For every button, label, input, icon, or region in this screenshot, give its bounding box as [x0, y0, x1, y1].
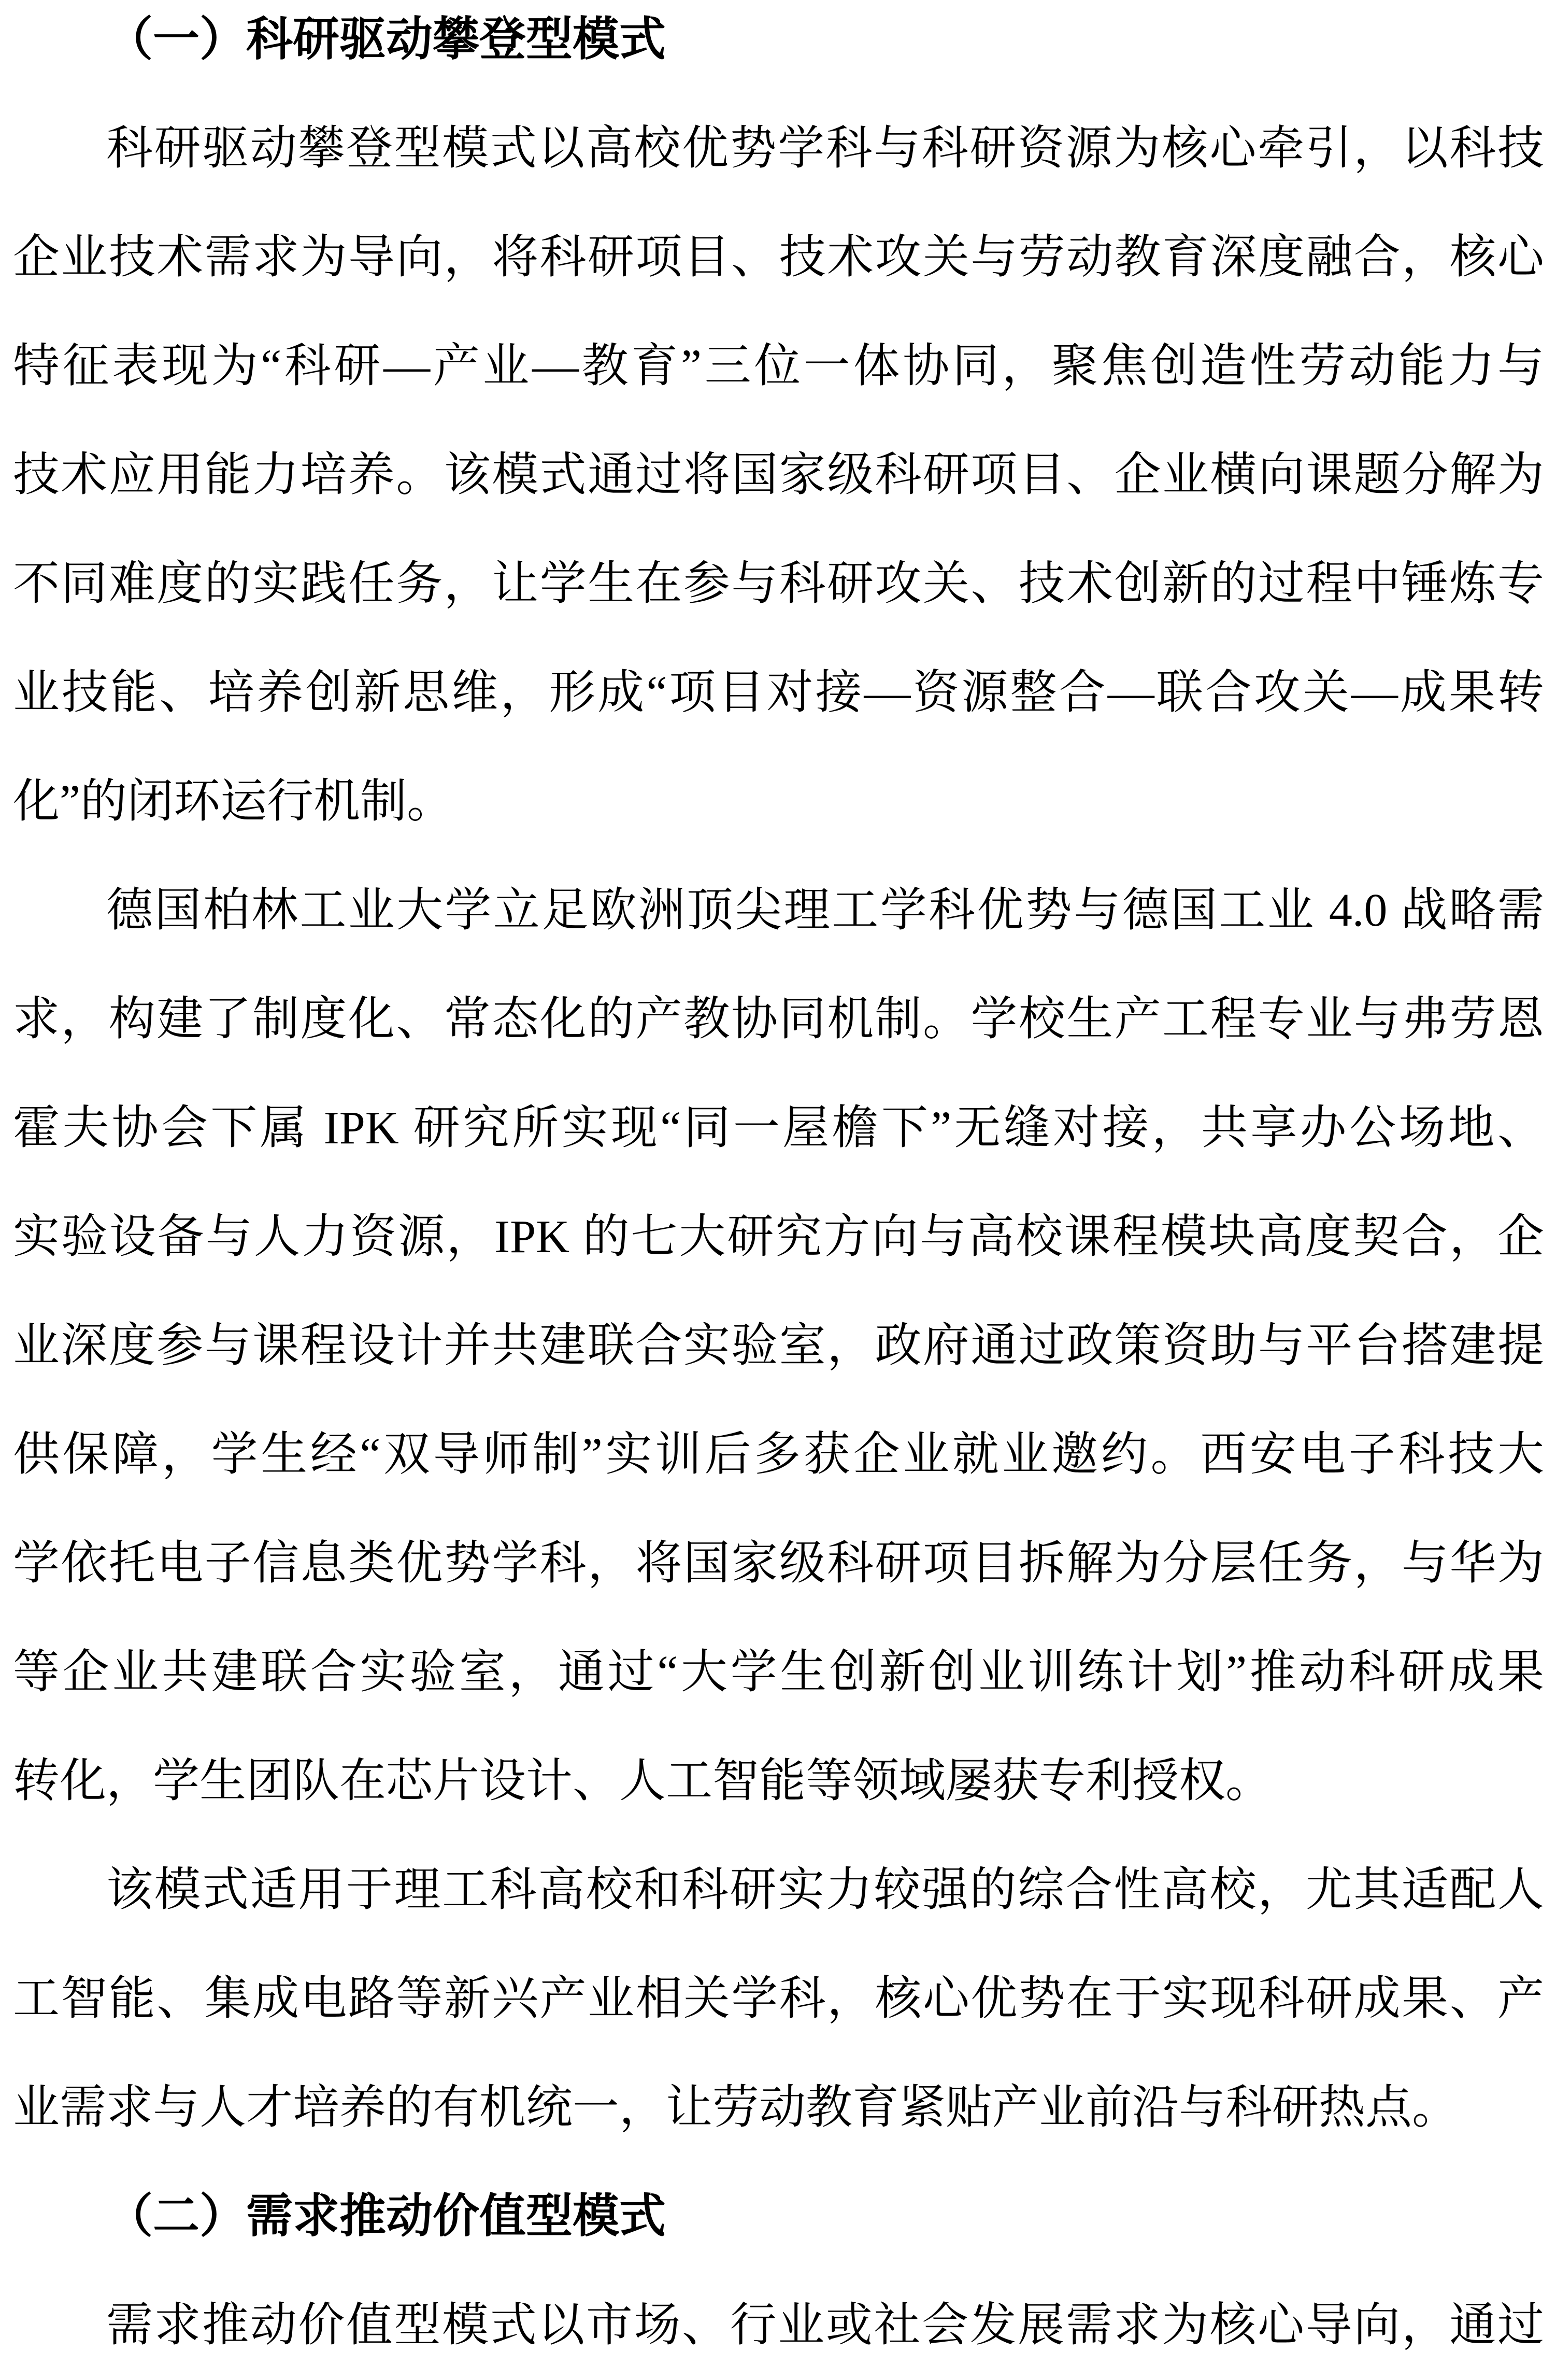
heading-line: （二）需求推动价值型模式: [106, 2191, 666, 2242]
text-line: 等企业共建联合实验室，通过“大学生创新创业训练计划”推动科研成果: [13, 1647, 1544, 1698]
text-line: 求，构建了制度化、常态化的产教协同机制。学校生产工程专业与弗劳恩: [13, 994, 1544, 1045]
text-line: 特征表现为“科研—产业—教育”三位一体协同，聚焦创造性劳动能力与: [13, 341, 1544, 392]
text-line: 霍夫协会下属 IPK 研究所实现“同一屋檐下”无缝对接，共享办公场地、: [13, 1102, 1544, 1154]
text-line: 需求推动价值型模式以市场、行业或社会发展需求为核心导向，通过: [106, 2300, 1544, 2351]
text-line: 工智能、集成电路等新兴产业相关学科，核心优势在于实现科研成果、产: [13, 1973, 1544, 2024]
paragraph: [13, 1836, 1544, 2162]
paragraph: [13, 2271, 1544, 2380]
text-line: 实验设备与人力资源，IPK 的七大研究方向与高校课程模块高度契合，企: [13, 1211, 1544, 1263]
text-line: 不同难度的实践任务，让学生在参与科研攻关、技术创新的过程中锤炼专: [13, 558, 1544, 610]
section-heading: [13, 0, 1544, 94]
text-line: 德国柏林工业大学立足欧洲顶尖理工学科优势与德国工业 4.0 战略需: [106, 885, 1544, 936]
text-line: 化”的闭环运行机制。: [13, 776, 453, 827]
text-line: 该模式适用于理工科高校和科研实力较强的综合性高校，尤其适配人: [106, 1864, 1544, 1916]
text-line: 企业技术需求为导向，将科研项目、技术攻关与劳动教育深度融合，核心: [13, 232, 1544, 283]
text-line: 学依托电子信息类优势学科，将国家级科研项目拆解为分层任务，与华为: [13, 1538, 1544, 1589]
text-line: 转化，学生团队在芯片设计、人工智能等领域屡获专利授权。: [13, 1755, 1272, 1807]
text-line: 技术应用能力培养。该模式通过将国家级科研项目、企业横向课题分解为: [13, 449, 1544, 501]
text-line: 供保障，学生经“双导师制”实训后多获企业就业邀约。西安电子科技大: [13, 1429, 1544, 1480]
text-line: 业深度参与课程设计并共建联合实验室，政府通过政策资助与平台搭建提: [13, 1320, 1544, 1371]
heading-line: （一）科研驱动攀登型模式: [106, 14, 666, 65]
document-content: [13, 0, 1544, 2380]
section-heading: [13, 2162, 1544, 2271]
text-line: 业需求与人才培养的有机统一，让劳动教育紧贴产业前沿与科研热点。: [13, 2082, 1459, 2133]
text-line: 科研驱动攀登型模式以高校优势学科与科研资源为核心牵引，以科技: [106, 123, 1544, 174]
text-line: 业技能、培养创新思维，形成“项目对接—资源整合—联合攻关—成果转: [13, 667, 1544, 718]
paragraph: [13, 94, 1544, 856]
paragraph: [13, 856, 1544, 1836]
